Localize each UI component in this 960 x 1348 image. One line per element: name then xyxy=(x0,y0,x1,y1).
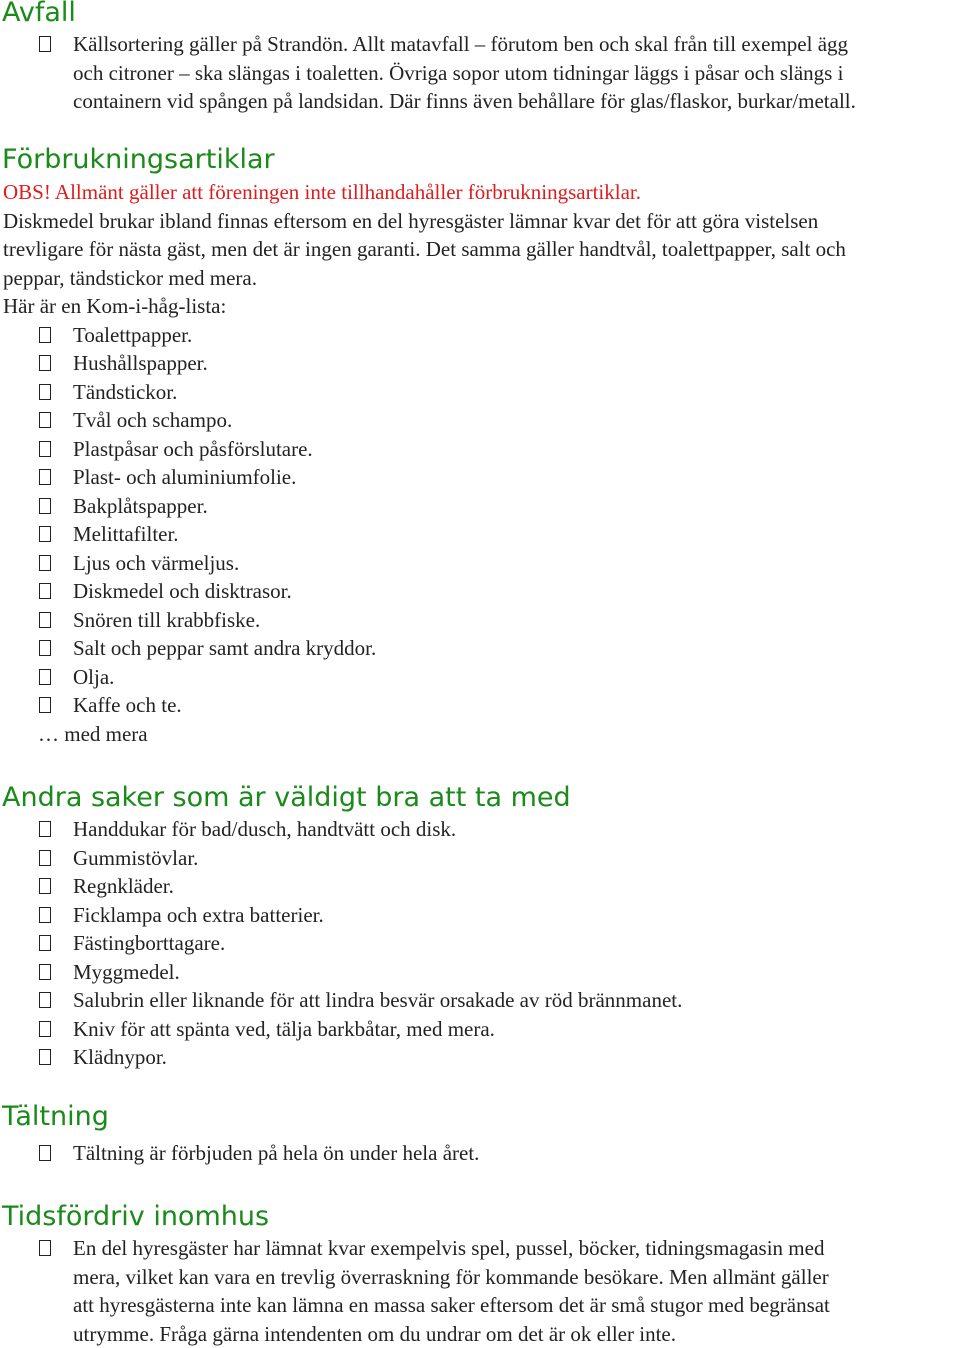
list-item-label: Plast- och aluminiumfolie. xyxy=(73,465,297,489)
paragraph-line: utrymme. Fråga gärna intendenten om du undrar om det är ok eller inte. xyxy=(73,1321,676,1346)
list-item-label: Fästingborttagare. xyxy=(73,931,226,955)
list-item-label: Myggmedel. xyxy=(73,959,180,984)
checkbox-icon xyxy=(39,669,51,685)
checkbox-icon xyxy=(39,850,51,866)
list-item-label: Diskmedel och disktrasor. xyxy=(73,579,292,603)
checkbox-icon xyxy=(39,441,51,457)
paragraph-line: Källsortering gäller på Strandön. Allt matavfall – förutom ben och skal från till exempel ägg xyxy=(73,32,849,56)
paragraph-line: containern vid spången på landsidan. Där finns även behållare för glas/flaskor, burkar/metall. xyxy=(73,89,856,113)
paragraph-line: att hyresgästerna inte kan lämna en massa saker eftersom det är små stugor med begränsat xyxy=(73,1293,830,1317)
paragraph-line: Diskmedel brukar ibland finnas eftersom en del hyresgäster lämnar kvar det för att göra vistelsen xyxy=(3,208,819,233)
checkbox-icon xyxy=(39,384,51,400)
checkbox-icon xyxy=(39,1240,51,1256)
checkbox-icon xyxy=(39,640,51,656)
checkbox-icon xyxy=(39,355,51,371)
heading-andra-saker: Andra saker som är väldigt bra att ta med xyxy=(2,782,571,813)
checkbox-icon xyxy=(39,612,51,628)
paragraph-line: peppar, tändstickor med mera. xyxy=(3,265,257,290)
checkbox-icon xyxy=(39,412,51,428)
list-item-label: Kniv för att spänta ved, tälja barkbåtar, med mera. xyxy=(73,1016,495,1041)
list-item-label: Tändstickor. xyxy=(73,379,178,404)
checkbox-icon xyxy=(39,555,51,571)
list-item-label: Plastpåsar och påsförslutare. xyxy=(73,436,313,461)
checkbox-icon xyxy=(39,1145,51,1161)
checkbox-icon xyxy=(39,1021,51,1037)
checkbox-icon xyxy=(39,992,51,1008)
more-text: … med mera xyxy=(38,721,148,746)
list-item-label: Handdukar för bad/dusch, handtvätt och disk. xyxy=(73,817,457,841)
checkbox-icon xyxy=(39,526,51,542)
list-item-label: Salubrin eller liknande för att lindra besvär orsakade av röd brännmanet. xyxy=(73,988,683,1012)
checkbox-icon xyxy=(39,878,51,894)
checkbox-icon xyxy=(39,964,51,980)
paragraph-line: mera, vilket kan vara en trevlig överraskning för kommande besökare. Men allmänt gäller xyxy=(73,1264,829,1289)
list-item-label: Ljus och värmeljus. xyxy=(73,550,240,575)
checkbox-icon xyxy=(39,327,51,343)
checkbox-icon xyxy=(39,697,51,713)
checkbox-icon xyxy=(39,821,51,837)
list-item-label: Ficklampa och extra batterier. xyxy=(73,902,324,927)
list-item-label: Snören till krabbfiske. xyxy=(73,607,261,632)
notice-text: OBS! Allmänt gäller att föreningen inte tillhandahåller förbrukningsartiklar. xyxy=(3,180,641,204)
list-item-label: Regnkläder. xyxy=(73,874,174,898)
list-item-label: Gummistövlar. xyxy=(73,845,199,870)
paragraph-line: trevligare för nästa gäst, men det är ingen garanti. Det samma gäller handtvål, toalettpapper, salt och xyxy=(3,237,846,261)
checkbox-icon xyxy=(39,1049,51,1065)
list-intro: Här är en Kom-i-håg-lista: xyxy=(3,294,227,318)
list-item-label: Hushållspapper. xyxy=(73,351,208,375)
checkbox-icon xyxy=(39,469,51,485)
list-item-label: Kaffe och te. xyxy=(73,693,182,717)
paragraph-line: En del hyresgäster har lämnat kvar exempelvis spel, pussel, böcker, tidningsmagasin med xyxy=(73,1236,825,1260)
checkbox-icon xyxy=(39,935,51,951)
heading-avfall: Avfall xyxy=(2,0,76,28)
paragraph-line: och citroner – ska slängas i toaletten. Övriga sopor utom tidningar läggs i påsar och slängs i xyxy=(73,60,844,85)
list-item-label: Salt och peppar samt andra kryddor. xyxy=(73,636,377,660)
list-item-label: Olja. xyxy=(73,664,115,689)
heading-tidsfordriv: Tidsfördriv inomhus xyxy=(2,1201,270,1232)
list-item-label: Klädnypor. xyxy=(73,1045,167,1069)
heading-forbrukningsartiklar: Förbrukningsartiklar xyxy=(2,144,275,175)
list-item-label: Bakplåtspapper. xyxy=(73,493,208,518)
checkbox-icon xyxy=(39,583,51,599)
checkbox-icon xyxy=(39,36,51,52)
list-item-label: Tvål och schampo. xyxy=(73,408,233,432)
list-item-label: Melittafilter. xyxy=(73,522,179,546)
list-item-label: Toalettpapper. xyxy=(73,322,193,347)
list-item-label: Tältning är förbjuden på hela ön under hela året. xyxy=(73,1141,480,1165)
checkbox-icon xyxy=(39,907,51,923)
heading-taltning: Tältning xyxy=(2,1101,109,1132)
checkbox-icon xyxy=(39,498,51,514)
